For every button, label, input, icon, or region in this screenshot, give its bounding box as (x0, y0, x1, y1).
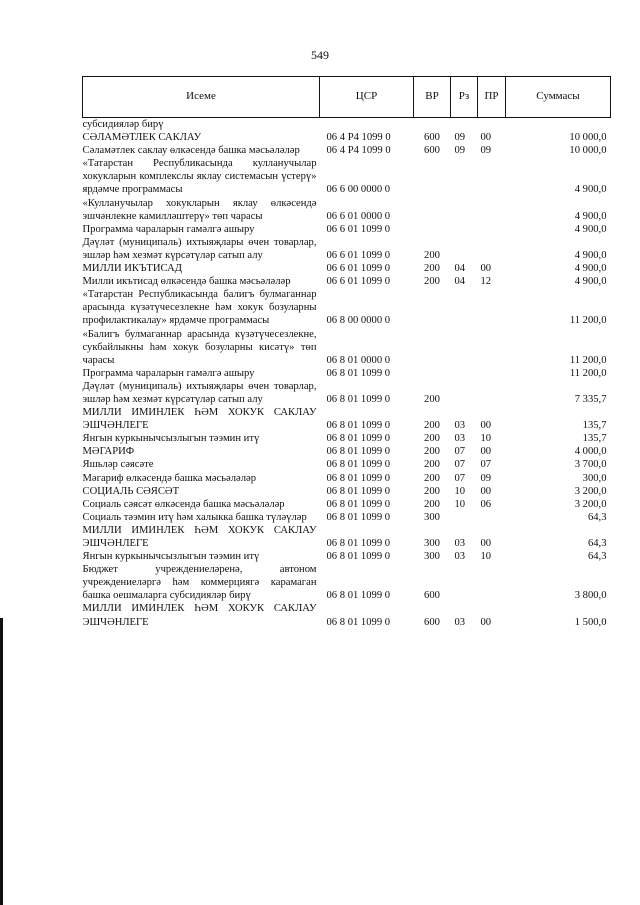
row-sum: 3 800,0 (574, 590, 607, 602)
table-row (83, 275, 611, 288)
row-name: МӘГАРИФ (82, 446, 135, 458)
row-name: Социаль тәэмин итү һәм халыкка башка түләүләр (82, 511, 307, 523)
row-rz (451, 236, 478, 262)
row-csr: 06 8 01 1099 0 (326, 498, 391, 510)
row-name: Янгын куркынычсызлыгын тәэмин итү (82, 551, 260, 563)
table-row (83, 563, 611, 602)
row-name: Программа чараларын гамәлгә ашыру (82, 223, 255, 235)
row-csr: 06 6 01 1099 0 (326, 249, 391, 261)
row-pr: 00 (480, 485, 492, 497)
row-vr: 300 (424, 551, 440, 563)
row-csr: 06 6 01 1099 0 (326, 276, 391, 288)
row-sum: 4 900,0 (574, 249, 607, 261)
row-vr (414, 288, 451, 327)
table-row (83, 197, 611, 223)
header-rz: Рз (451, 77, 478, 118)
table-row (83, 118, 611, 132)
row-csr: 06 8 01 1099 0 (326, 433, 391, 445)
row-name: МИЛЛИ ИМИНЛЕК ҺӘМ ХОКУК САКЛАУ ЭШЧӘНЛЕГЕ (82, 407, 317, 432)
row-csr: 06 8 01 1099 0 (326, 551, 391, 563)
row-csr: 06 8 00 0000 0 (326, 315, 391, 327)
table-row (83, 524, 611, 550)
row-pr: 09 (480, 472, 492, 484)
row-vr: 200 (424, 459, 440, 471)
row-pr (478, 223, 506, 236)
row-sum: 10 000,0 (569, 132, 607, 144)
table-row (83, 445, 611, 458)
table-row (83, 131, 611, 144)
row-pr: 07 (480, 459, 492, 471)
row-rz: 10 (454, 485, 466, 497)
table-row (83, 432, 611, 445)
row-name: Дәүләт (муниципаль) ихтыяҗлары өчен товарлар, эшләр һәм хезмәт күрсәтүләр сатып алу (82, 236, 317, 261)
table-row (83, 602, 611, 628)
row-pr: 00 (480, 446, 492, 458)
row-pr: 10 (480, 433, 492, 445)
row-name: «Кулланучылар хокукларын яклау өлкәсендә эшчәнлекне камилләштерү» төп чарасы (82, 197, 317, 222)
row-sum: 300,0 (582, 472, 607, 484)
row-rz (451, 563, 478, 602)
row-name: СӘЛАМӘТЛЕК САКЛАУ (82, 132, 202, 144)
row-sum: 3 200,0 (574, 498, 607, 510)
row-csr: 06 8 01 1099 0 (326, 393, 391, 405)
table-row (83, 406, 611, 432)
row-name: МИЛЛИ ИКЪТИСАД (82, 263, 182, 275)
row-pr: 00 (480, 420, 492, 432)
row-sum (506, 118, 611, 132)
row-rz (451, 511, 478, 524)
page-number: 549 (311, 48, 329, 62)
row-name: Социаль сәясәт өлкәсендә башка мәсьәләләр (82, 498, 285, 510)
row-csr: 06 6 01 1099 0 (326, 263, 391, 275)
row-vr (414, 197, 451, 223)
row-rz (451, 288, 478, 327)
row-rz: 07 (454, 472, 466, 484)
row-rz: 03 (454, 616, 466, 628)
header-pr: ПР (478, 77, 506, 118)
row-name: «Балигъ булмаганнар арасында күзәтүчесезлекне, сукбайлыкны һәм хокук бозуларны кисәтү» төп чарасы (82, 328, 317, 366)
row-sum: 4 000,0 (574, 446, 607, 458)
row-csr: 06 8 01 1099 0 (326, 538, 391, 549)
row-pr: 00 (480, 263, 492, 275)
row-sum: 3 700,0 (574, 459, 607, 471)
row-pr (478, 380, 506, 406)
row-sum: 4 900,0 (574, 184, 607, 196)
row-name: субсидияләр бирү (82, 119, 164, 130)
row-vr: 300 (424, 511, 440, 523)
table-row (83, 380, 611, 406)
row-csr: 06 8 01 1099 0 (326, 590, 391, 602)
row-pr (478, 236, 506, 262)
row-rz: 10 (454, 498, 466, 510)
row-sum: 4 900,0 (574, 263, 607, 275)
row-pr (478, 511, 506, 524)
row-name: Милли икътисад өлкәсендә башка мәсьәләләр (82, 276, 291, 288)
row-rz: 04 (454, 276, 466, 288)
row-pr (478, 328, 506, 367)
row-vr: 200 (424, 393, 440, 405)
row-rz: 09 (454, 132, 466, 144)
row-rz: 03 (454, 538, 466, 549)
row-sum: 10 000,0 (569, 145, 607, 157)
row-rz: 07 (454, 459, 466, 471)
row-csr: 06 8 01 0000 0 (326, 354, 391, 366)
row-sum: 64,3 (587, 551, 607, 563)
row-csr: 06 8 01 1099 0 (326, 511, 391, 523)
row-rz: 03 (454, 433, 466, 445)
row-csr: 06 8 01 1099 0 (326, 472, 391, 484)
table-row (83, 367, 611, 380)
row-vr: 600 (424, 590, 440, 602)
row-name: СОЦИАЛЬ СӘЯСӘТ (82, 485, 180, 497)
row-csr: 06 4 P4 1099 0 (326, 145, 391, 157)
row-rz (451, 118, 478, 132)
row-vr: 600 (424, 145, 440, 157)
table-row (83, 144, 611, 157)
table-row (83, 328, 611, 367)
row-csr: 06 8 01 1099 0 (326, 459, 391, 471)
row-csr: 06 6 01 0000 0 (326, 210, 391, 222)
row-rz: 07 (454, 446, 466, 458)
row-name: Программа чараларын гамәлгә ашыру (82, 367, 255, 379)
table-row (83, 458, 611, 471)
row-rz (451, 328, 478, 367)
row-pr: 10 (480, 551, 492, 563)
row-vr: 200 (424, 485, 440, 497)
table-row (83, 485, 611, 498)
row-sum: 4 900,0 (574, 276, 607, 288)
row-sum: 4 900,0 (574, 223, 607, 235)
row-vr (414, 328, 451, 367)
row-csr (320, 118, 414, 132)
row-name: МИЛЛИ ИМИНЛЕК ҺӘМ ХОКУК САКЛАУ ЭШЧӘНЛЕГЕ (82, 603, 317, 628)
header-sum: Суммасы (506, 77, 611, 118)
row-name: Бюджет учреждениеләренә, автоном учреждениеләргә һәм коммерциягә карамаган башка оешмаларга субсидияләр бирү (82, 564, 317, 602)
table-body (83, 118, 611, 629)
row-sum: 11 200,0 (569, 354, 607, 366)
row-pr: 12 (480, 276, 492, 288)
row-rz (451, 223, 478, 236)
row-name: «Татарстан Республикасында балигъ булмаганнар арасында күзәтүчесезлекне һәм хокук бозуларны профилактикалау» ярдәмче программасы (82, 289, 317, 327)
row-pr: 00 (480, 538, 492, 549)
table-row (83, 223, 611, 236)
row-pr (478, 288, 506, 327)
row-name: Дәүләт (муниципаль) ихтыяҗлары өчен товарлар, эшләр һәм хезмәт күрсәтүләр сатып алу (82, 380, 317, 405)
row-csr: 06 6 00 0000 0 (326, 184, 391, 196)
row-sum: 7 335,7 (574, 393, 607, 405)
row-vr: 200 (424, 472, 440, 484)
row-pr: 00 (480, 132, 492, 144)
row-csr: 06 8 01 1099 0 (326, 367, 391, 379)
table-row (83, 236, 611, 262)
row-vr: 200 (424, 249, 440, 261)
row-vr (414, 157, 451, 196)
header-name: Исеме (83, 77, 320, 118)
row-vr: 200 (424, 446, 440, 458)
row-pr: 06 (480, 498, 492, 510)
row-csr: 06 8 01 1099 0 (326, 446, 391, 458)
row-rz (451, 367, 478, 380)
row-rz: 03 (454, 420, 466, 432)
row-csr: 06 8 01 1099 0 (326, 616, 391, 628)
table-row (83, 288, 611, 327)
row-vr: 200 (424, 263, 440, 275)
row-pr (478, 563, 506, 602)
row-rz (451, 197, 478, 223)
row-vr: 200 (424, 498, 440, 510)
row-csr: 06 8 01 1099 0 (326, 420, 391, 432)
row-pr (478, 118, 506, 132)
row-sum: 1 500,0 (574, 616, 607, 628)
row-sum: 64,3 (587, 511, 607, 523)
row-vr (414, 367, 451, 380)
row-vr: 300 (424, 538, 440, 549)
table-row (83, 511, 611, 524)
row-rz: 03 (454, 551, 466, 563)
row-rz (451, 157, 478, 196)
table-row (83, 550, 611, 563)
row-name: МИЛЛИ ИМИНЛЕК ҺӘМ ХОКУК САКЛАУ ЭШЧӘНЛЕГЕ (82, 524, 317, 549)
row-pr (478, 197, 506, 223)
row-name: Мәгариф өлкәсендә башка мәсьәләләр (82, 472, 257, 484)
table-row (83, 498, 611, 511)
row-pr (478, 367, 506, 380)
table-row (83, 262, 611, 275)
row-vr: 600 (424, 132, 440, 144)
row-pr: 09 (480, 145, 492, 157)
row-csr: 06 6 01 1099 0 (326, 223, 391, 235)
row-sum: 64,3 (587, 538, 607, 549)
row-rz (451, 380, 478, 406)
header-csr: ЦСР (320, 77, 414, 118)
header-vr: ВР (414, 77, 451, 118)
row-rz: 04 (454, 263, 466, 275)
row-vr (414, 223, 451, 236)
row-name: Яшьләр сәясәте (82, 459, 154, 471)
budget-table (82, 76, 611, 629)
row-csr: 06 4 P4 1099 0 (326, 132, 391, 144)
row-vr (414, 118, 451, 132)
row-vr: 200 (424, 433, 440, 445)
row-name: Сәламәтлек саклау өлкәсендә башка мәсьәләләр (82, 145, 300, 157)
table-row (83, 157, 611, 196)
row-rz: 09 (454, 145, 466, 157)
row-vr: 200 (424, 420, 440, 432)
row-sum: 135,7 (582, 420, 607, 432)
row-name: «Татарстан Республикасында кулланучылар хокукларын комплекслы яклау системасын үстерү» ярдәмче программасы (82, 158, 317, 196)
table-row (83, 472, 611, 485)
row-pr (478, 157, 506, 196)
row-name: Янгын куркынычсызлыгын тәэмин итү (82, 433, 260, 445)
row-pr: 00 (480, 616, 492, 628)
row-sum: 11 200,0 (569, 367, 607, 379)
page-edge-shadow (0, 618, 3, 905)
row-sum: 11 200,0 (569, 315, 607, 327)
table-header (83, 77, 611, 118)
row-vr: 200 (424, 276, 440, 288)
row-vr: 600 (424, 616, 440, 628)
row-sum: 4 900,0 (574, 210, 607, 222)
row-sum: 135,7 (582, 433, 607, 445)
row-sum: 3 200,0 (574, 485, 607, 497)
row-csr: 06 8 01 1099 0 (326, 485, 391, 497)
